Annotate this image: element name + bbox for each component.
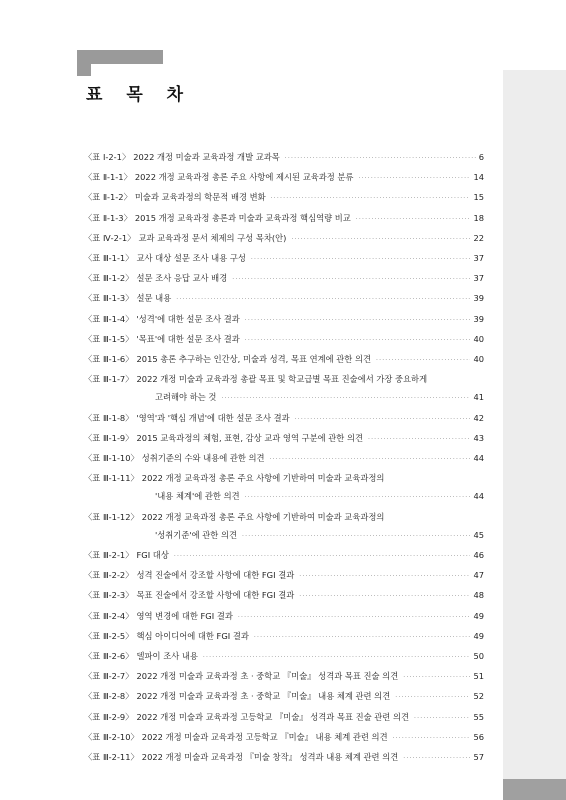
toc-entry[interactable] [84, 229, 484, 249]
toc-entry-page-number: 37 [473, 253, 484, 264]
toc-entry-page-number: 22 [473, 232, 484, 243]
toc-entry-label: 〈표 Ⅲ-1-6〉 [84, 354, 134, 365]
toc-entry-label: 〈표 Ⅲ-1-2〉 [84, 273, 134, 284]
toc-entry-title: 2022 개정 교육과정 총론 주요 사항에 제시된 교육과정 분류 [134, 172, 354, 183]
toc-entry[interactable] [84, 566, 484, 586]
toc-entry[interactable] [84, 188, 484, 208]
toc-entry-label: 〈표 Ⅲ-2-3〉 [84, 590, 134, 601]
title-decoration-corner [77, 50, 91, 76]
toc-entry-label: 〈표 Ⅲ-1-12〉 [84, 511, 139, 522]
toc-entry-title: 교사 대상 설문 조사 내용 구성 [136, 253, 246, 264]
toc-entry-page-number: 48 [473, 590, 484, 601]
toc-entry-title: 목표 진술에서 강조할 사항에 대한 FGI 결과 [136, 590, 295, 601]
toc-entry[interactable] [84, 249, 484, 269]
toc-entry-page-number: 52 [473, 691, 484, 702]
toc-entry-title: 2022 개정 미술과 교육과정 초 · 중학교 『미술』 성격과 목표 진술 의견 [136, 671, 399, 682]
toc-entry-page-number: 55 [473, 711, 484, 722]
dot-leader [414, 710, 470, 728]
toc-entry-label: 〈표 Ⅲ-2-2〉 [84, 570, 134, 581]
toc-entry-title: 2022 개정 교육과정 총론 주요 사항에 기반하여 미술과 교육과정의 [141, 511, 385, 522]
dot-leader [403, 750, 470, 768]
toc-entry-label: 〈표 Ⅱ-1-1〉 [84, 172, 132, 183]
toc-entry-label: 〈표 Ⅲ-2-9〉 [84, 711, 134, 722]
toc-entry-title: 성취기준의 수와 내용에 관한 의견 [141, 453, 265, 464]
toc-entry-page-number: 41 [473, 392, 484, 403]
toc-entry[interactable] [84, 546, 484, 566]
toc-entry[interactable] [84, 168, 484, 188]
toc-entry-title: '성취기준'에 관한 의견 [155, 529, 237, 540]
toc-entry-title: '내용 체계'에 관한 의견 [155, 491, 240, 502]
toc-entry[interactable] [84, 469, 484, 507]
toc-entry-title: '영역'과 '핵심 개념'에 대한 설문 조사 결과 [136, 412, 290, 423]
toc-entry-label: 〈표 Ⅲ-2-5〉 [84, 630, 134, 641]
dot-leader [174, 548, 471, 566]
toc-entry-page-number: 18 [473, 212, 484, 223]
dot-leader [356, 211, 471, 229]
dot-leader [395, 689, 470, 707]
side-page-tab [503, 779, 566, 800]
toc-entry-label: 〈표 Ⅲ-1-7〉 [84, 374, 134, 385]
dot-leader [232, 271, 470, 289]
toc-entry-title: 교과 교육과정 문서 체제의 구성 목차(안) [138, 232, 287, 243]
toc-entry[interactable] [84, 449, 484, 469]
toc-entry-title: 핵심 아이디어에 대한 FGI 결과 [136, 630, 249, 641]
toc-entry-label: 〈표 Ⅲ-1-9〉 [84, 432, 134, 443]
toc-entry-page-number: 42 [473, 412, 484, 423]
dot-leader [376, 352, 470, 370]
dot-leader [403, 669, 470, 687]
toc-entry-title: 고려해야 하는 것 [155, 392, 217, 403]
toc-entry-label: 〈표 Ⅲ-1-3〉 [84, 293, 134, 304]
toc-entry-page-number: 43 [473, 432, 484, 443]
toc-entry[interactable] [84, 687, 484, 707]
toc-entry[interactable] [84, 708, 484, 728]
toc-entry[interactable] [84, 647, 484, 667]
dot-leader [242, 528, 470, 546]
toc-entry-page-number: 44 [473, 453, 484, 464]
toc-entry-title: 2015 개정 교육과정 총론과 미술과 교육과정 핵심역량 비교 [134, 212, 351, 223]
dot-leader [368, 431, 470, 449]
dot-leader [251, 251, 471, 269]
dot-leader [285, 150, 476, 168]
toc-entry-label: 〈표 Ⅲ-2-8〉 [84, 691, 134, 702]
toc-entry-title: 2022 개정 교육과정 총론 주요 사항에 기반하여 미술과 교육과정의 [141, 473, 385, 484]
dot-leader [245, 332, 471, 350]
toc-entry-title: 2022 개정 미술과 교육과정 고등학교 『미술』 내용 체계 관련 의견 [141, 731, 388, 742]
toc-entry[interactable] [84, 508, 484, 546]
toc-entry-label: 〈표 Ⅲ-1-11〉 [84, 473, 139, 484]
toc-entry-label: 〈표 Ⅲ-1-4〉 [84, 313, 134, 324]
toc-entry[interactable] [84, 330, 484, 350]
dot-leader [221, 390, 470, 408]
toc-entry-page-number: 40 [473, 333, 484, 344]
toc-entry-page-number: 40 [473, 354, 484, 365]
toc-entry-page-number: 51 [473, 671, 484, 682]
toc-entry[interactable] [84, 148, 484, 168]
toc-entry[interactable] [84, 350, 484, 370]
dot-leader [393, 730, 471, 748]
dot-leader [271, 190, 471, 208]
toc-entry-label: 〈표 Ⅲ-1-5〉 [84, 333, 134, 344]
toc-entry-label: 〈표 Ⅱ-1-3〉 [84, 212, 132, 223]
side-margin-band [503, 70, 566, 800]
toc-entry-page-number: 57 [473, 752, 484, 763]
dot-leader [358, 170, 470, 188]
dot-leader [245, 489, 471, 507]
dot-leader [299, 568, 470, 586]
dot-leader [238, 609, 471, 627]
toc-entry-label: 〈표 Ⅲ-2-10〉 [84, 731, 139, 742]
dot-leader [291, 231, 470, 249]
toc-entry[interactable] [84, 209, 484, 229]
toc-entry[interactable] [84, 627, 484, 647]
toc-entry-page-number: 49 [473, 610, 484, 621]
toc-entry-label: 〈표 Ⅲ-1-1〉 [84, 253, 134, 264]
toc-entry-title: '목표'에 대한 설문 조사 결과 [136, 333, 240, 344]
toc-entry-title: 2015 총론 추구하는 인간상, 미술과 성격, 목표 연계에 관한 의견 [136, 354, 371, 365]
toc-entry-label: 〈표 Ⅲ-2-1〉 [84, 550, 134, 561]
toc-entry[interactable] [84, 667, 484, 687]
dot-leader [270, 451, 471, 469]
toc-entry-page-number: 15 [473, 192, 484, 203]
toc-entry-label: 〈표 Ⅲ-2-7〉 [84, 671, 134, 682]
toc-entry-title: 델파이 조사 내용 [136, 651, 198, 662]
toc-entry-page-number: 39 [473, 313, 484, 324]
toc-entry-title: '성격'에 대한 설문 조사 결과 [136, 313, 240, 324]
toc-entry-title: 설문 내용 [136, 293, 172, 304]
toc-entry-title: 2022 개정 미술과 교육과정 총괄 목표 및 학교급별 목표 진술에서 가장 중요하게 [136, 374, 428, 385]
toc-entry-page-number: 6 [478, 152, 484, 162]
toc-entry[interactable] [84, 269, 484, 289]
toc-entry-page-number: 50 [473, 651, 484, 662]
toc-entry-label: 〈표 Ⅲ-1-10〉 [84, 453, 139, 464]
toc-entry-title: 2015 교육과정의 체험, 표현, 감상 교과 영역 구분에 관한 의견 [136, 432, 363, 443]
toc-entry-title: 성격 진술에서 강조할 사항에 대한 FGI 결과 [136, 570, 295, 581]
dot-leader [245, 312, 471, 330]
toc-entry-title: FGI 대상 [136, 550, 169, 561]
toc-entry-page-number: 46 [473, 550, 484, 561]
toc-entry-label: 〈표 Ⅳ-2-1〉 [84, 232, 136, 243]
toc-entry-page-number: 56 [473, 731, 484, 742]
toc-entry-label: 〈표 Ⅲ-2-6〉 [84, 651, 134, 662]
toc-entry[interactable] [84, 409, 484, 429]
toc-entry[interactable] [84, 607, 484, 627]
toc-entry-page-number: 37 [473, 273, 484, 284]
toc-entry-page-number: 14 [473, 172, 484, 183]
toc-entry-page-number: 47 [473, 570, 484, 581]
page-title: 표 목 차 [86, 85, 193, 105]
toc-entry[interactable] [84, 429, 484, 449]
toc-entry-label: 〈표 Ⅲ-1-8〉 [84, 412, 134, 423]
dot-leader [254, 629, 471, 647]
toc-entry-title: 미술과 교육과정의 학문적 배경 변화 [134, 192, 266, 203]
toc-entry-page-number: 39 [473, 293, 484, 304]
toc-entry-page-number: 49 [473, 630, 484, 641]
dot-leader [176, 291, 470, 309]
toc-entry-title: 2022 개정 미술과 교육과정 초 · 중학교 『미술』 내용 체계 관련 의견 [136, 691, 391, 702]
toc-entry-title: 2022 개정 미술과 교육과정 『미술 창작』 성격과 내용 체계 관련 의견 [141, 752, 399, 763]
toc-entry[interactable] [84, 289, 484, 309]
dot-leader [203, 649, 471, 667]
toc-entry[interactable] [84, 748, 484, 768]
toc-entry[interactable] [84, 310, 484, 330]
toc-entry-title: 2022 개정 미술과 교육과정 개발 교과목 [133, 152, 280, 162]
toc-entry-title: 2022 개정 미술과 교육과정 고등학교 『미술』 성격과 목표 진술 관련 의견 [136, 711, 409, 722]
toc-entry-page-number: 45 [473, 529, 484, 540]
toc-entry-label: 〈표 Ⅰ-2-1〉 [84, 152, 131, 162]
toc-entry[interactable] [84, 586, 484, 606]
toc-entry-title: 설문 조사 응답 교사 배경 [136, 273, 228, 284]
table-of-contents [84, 148, 484, 768]
dot-leader [295, 411, 471, 429]
toc-entry-label: 〈표 Ⅱ-1-2〉 [84, 192, 132, 203]
toc-entry-page-number: 44 [473, 491, 484, 502]
toc-entry-label: 〈표 Ⅲ-2-11〉 [84, 752, 139, 763]
toc-entry[interactable] [84, 370, 484, 408]
toc-entry-title: 영역 변경에 대한 FGI 결과 [136, 610, 233, 621]
dot-leader [299, 588, 470, 606]
toc-entry-label: 〈표 Ⅲ-2-4〉 [84, 610, 134, 621]
toc-entry[interactable] [84, 728, 484, 748]
